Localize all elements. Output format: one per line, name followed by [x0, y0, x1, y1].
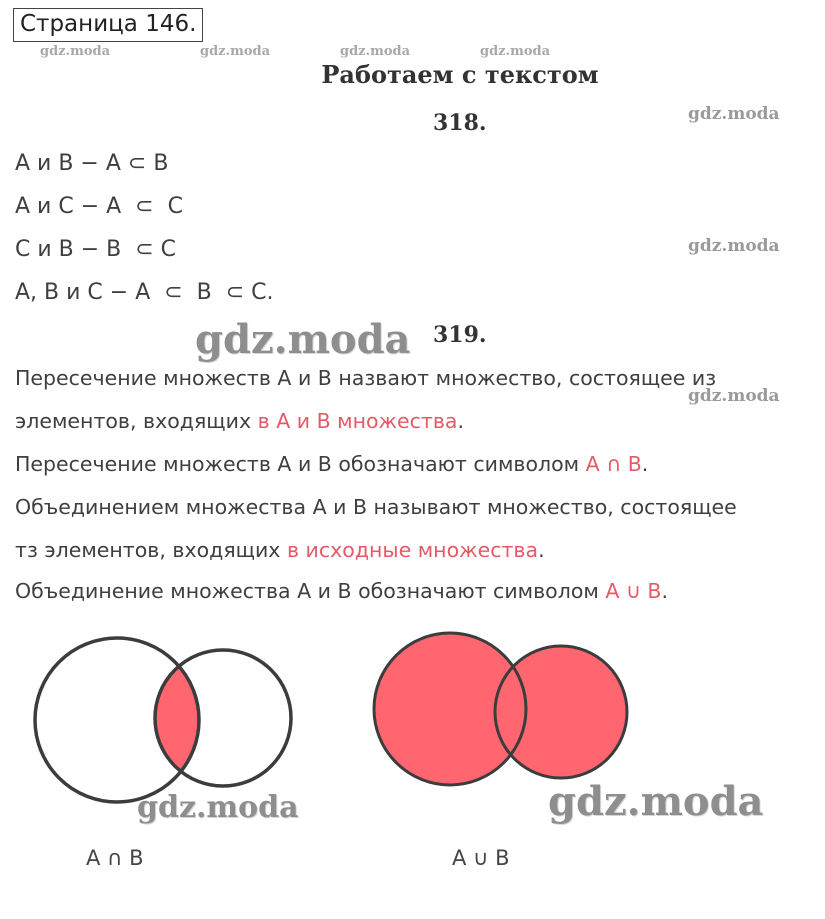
section-title: Работаем с текстом — [321, 60, 599, 89]
highlighted-answer: A ∪ B — [605, 579, 662, 603]
text-span: тз элементов, входящих — [15, 538, 287, 562]
highlighted-answer: A ∩ B — [585, 452, 642, 476]
text-span: . — [641, 452, 649, 476]
highlighted-answer: в исходные множества — [286, 538, 539, 562]
text-span: элементов, входящих — [15, 409, 258, 433]
text-span: Пересечение множеств A и B обозначают символом — [15, 452, 586, 476]
set-relation-line: A, B и C − A ⊂ B ⊂ C. — [15, 280, 274, 305]
highlighted-answer: в A и B множества — [257, 409, 458, 433]
paragraph-line — [15, 452, 648, 476]
paragraph-line — [15, 538, 545, 562]
watermark: gdz.moda — [195, 316, 411, 363]
watermark: gdz.moda — [688, 386, 780, 406]
text-span: . — [661, 579, 669, 603]
paragraph-line — [15, 579, 668, 603]
watermark: gdz.moda — [340, 44, 411, 59]
watermark: gdz.moda — [688, 104, 780, 124]
intersection-caption: A ∩ B — [86, 846, 144, 870]
paragraph-line — [15, 366, 716, 390]
text-span: . — [457, 409, 465, 433]
task-319-number: 319. — [433, 322, 487, 348]
page-number-label: Страница 146. — [13, 8, 203, 42]
watermark: gdz.moda — [688, 236, 780, 256]
text-span: Объединение множества A и B обозначают символом — [15, 579, 606, 603]
watermark: gdz.moda — [480, 44, 551, 59]
set-relation-line: A и B − A ⊂ B — [15, 151, 169, 176]
paragraph-line — [15, 409, 464, 433]
paragraph-line — [15, 495, 737, 519]
text-span: Объединением множества A и B называют множество, состоящее — [15, 495, 737, 519]
set-relation-line: A и C − A ⊂ C — [15, 194, 183, 219]
text-span: Пересечение множеств A и B назвают множество, состоящее из — [15, 366, 717, 390]
union-venn — [374, 633, 627, 785]
watermark: gdz.moda — [548, 778, 764, 825]
watermark: gdz.moda — [200, 44, 271, 59]
text-span: . — [538, 538, 545, 562]
watermark: gdz.moda — [40, 44, 111, 59]
union-caption: A ∪ B — [452, 846, 510, 870]
task-318-number: 318. — [433, 110, 487, 136]
set-relation-line: C и B − B ⊂ C — [15, 237, 177, 262]
intersection-venn — [35, 638, 291, 802]
watermark: gdz.moda — [137, 790, 299, 825]
